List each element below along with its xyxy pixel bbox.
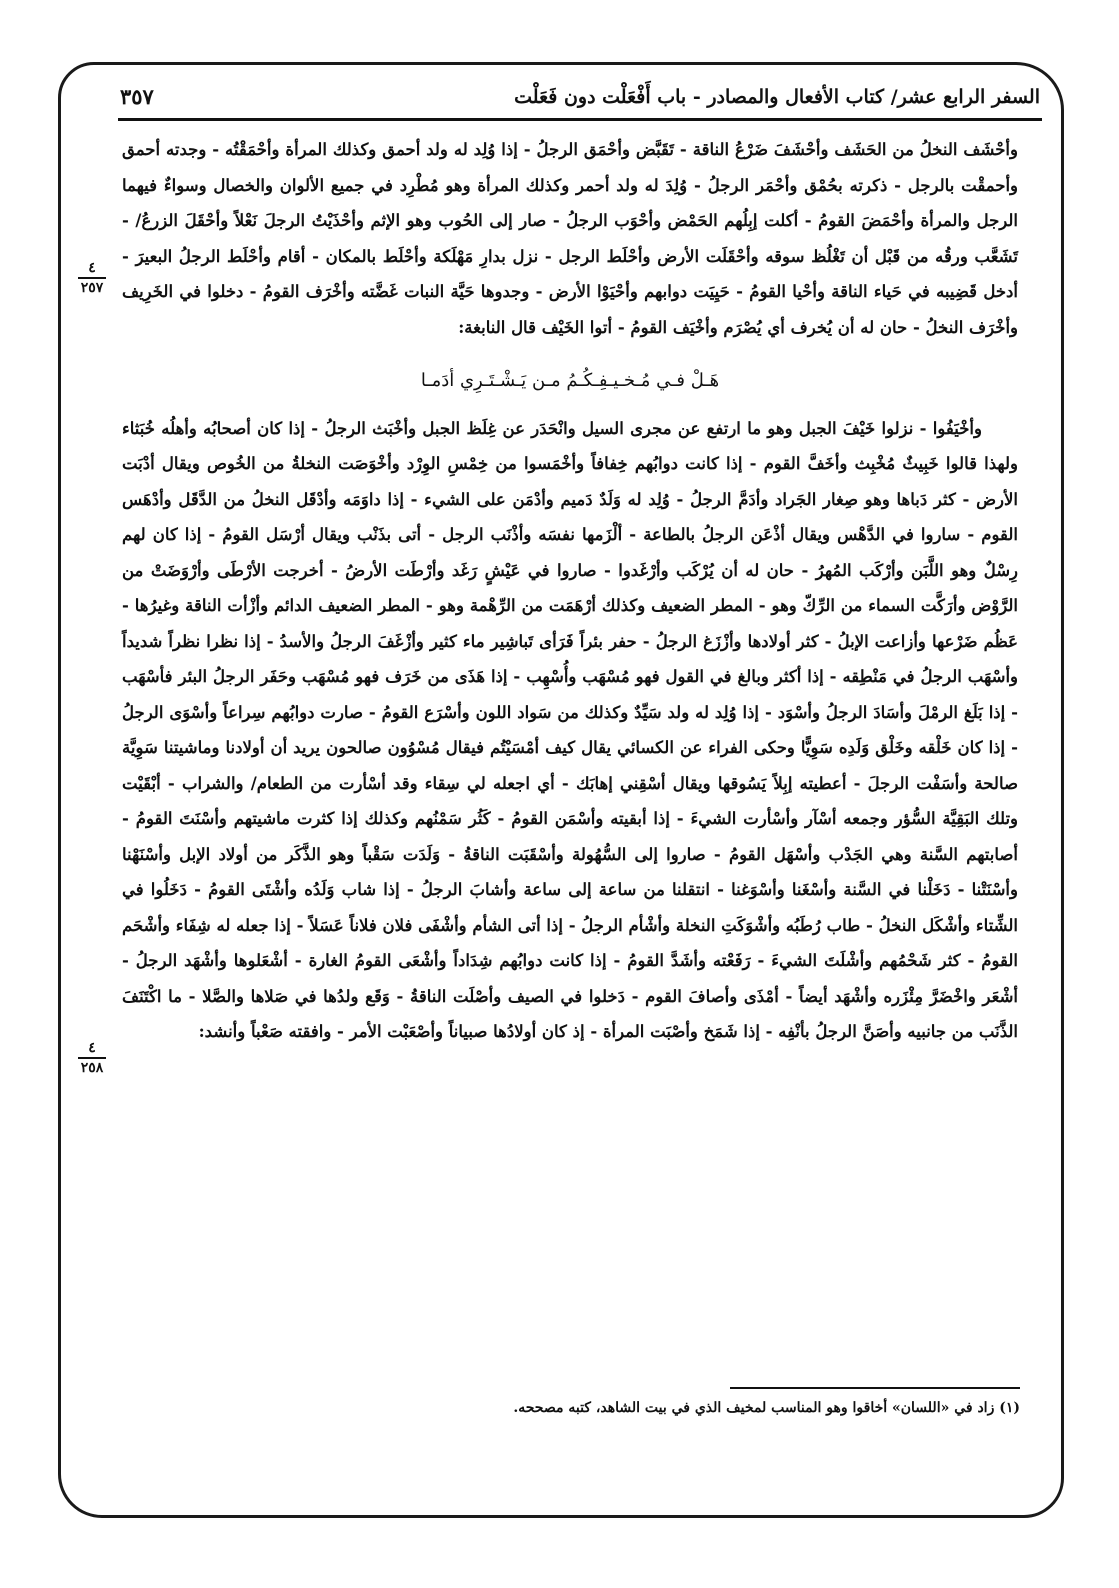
marker-volume: ٤: [88, 260, 96, 276]
page-number: ٣٥٧: [120, 84, 154, 109]
running-title: السفر الرابع عشر/ كتاب الأفعال والمصادر - باب أَفْعَلْت دون فَعَلْت: [514, 86, 1040, 108]
marker-page: ٢٥٨: [80, 1060, 104, 1076]
page-header: [120, 78, 1040, 118]
footnote-rule: [730, 1387, 1020, 1389]
margin-volume-marker: [74, 260, 110, 296]
marker-fraction-bar: [78, 277, 106, 279]
header-rule: [118, 118, 1042, 121]
marker-page: ٢٥٧: [80, 280, 104, 296]
main-text: [122, 132, 1018, 1050]
poem-verse: هَـلْ فـي مُـخـيـفِـكُـمُ مـن يَـشْـتَـرِي أدَمـا: [420, 370, 720, 391]
paragraph: وأحْشَف النخلُ من الحَشَف وأحْشَفَ ضَرْعُ الناقة - تَقَبَّض وأحْمَق الرجلُ - إذا وُلِد له ولد أحمق وكذلك المرأة وأحْمَقْتُه - وجدته أحمق وأحمقْت بالرجل - ذكرته بحُمْق وأحْمَر الرجلُ - وُلِدَ له ولد أحمر وكذلك المرأة وهو مُطْرِد في جميع الألوان والخصال وسواءٌ فيهما الرجل والمرأة وأحْمَضَ القومُ - أكلت إبِلُهم الحَمْض وأحْوَب الرجلُ - صار إلى الحُوب وهو الإثم وأحْذَيْتُ الرجلَ نَعْلاً وأحْقَلَ الزرعُ/ - تَشَعَّب ورقُه من قَبْل أن تَغْلُظ سوقه وأحْقَلَت الأرض وأحْلَط الرجل - نزل بدارِ مَهْلَكة وأحْلَط بالمكان - أقام وأحْلَط الرجلُ البعيرَ - أدخل قَضِيبه في حَياء الناقة وأحْيا القومُ - حَيِيَت دوابهم وأحْيَوْا الأرض - وجدوها حَيَّة النبات غَضَّته وأخْرَف القومُ - دخلوا في الخَرِيف وأخْرَف النخلُ - حان له أن يُخرف أي يُصْرَم وأخْيَف القومُ - أتوا الخَيْف قال النابغة:: [122, 140, 1018, 337]
footnote: (١) زاد في «اللسان» أخاقوا وهو المناسب لمخيف الذي في بيت الشاهد، كتبه مصححه.: [513, 1400, 1020, 1416]
margin-volume-marker: [74, 1040, 110, 1076]
marker-volume: ٤: [88, 1040, 96, 1056]
paragraph: وأخْيَفُوا - نزلوا خَيْفَ الجبل وهو ما ارتفع عن مجرى السيل وانْحَدَر عن غِلَظ الجبل وأخْبَث الرجلُ - إذا كان أصحابُه وأهلُه خُبَثاء ولهذا قالوا خَبِيثٌ مُخْبِث وأخَفَّ القوم - إذا كانت دوابُهم خِفافاً وأخْمَسوا من خِمْسِ الوِرْد وأخْوَصَت النخلةُ من الخُوص ويقال أدْبَت الأرض - كثر دَباها وهو صِغار الجَراد وأدَمَّ الرجلُ - وُلِد له وَلَدٌ دَميم وأدْمَن على الشيء - إذا داوَمَه وأدْقَل النخلُ من الدَّقَل وأدْهَس القوم - ساروا في الدَّهْس ويقال أذْعَن الرجلُ بالطاعة - ألْزَمها نفسَه وأذْنَب الرجل - أتى بذَنْب ويقال أرْسَل القومُ - إذا كان لهم رِسْلٌ وهو اللَّبَن وأرْكَب المُهرُ - حان له أن يُرْكَب وأرْغَدوا - صاروا في عَيْشٍ رَغَد وأرْطَت الأرضُ - أخرجت الأرْطَى وأرْوَضَتْ من الرَّوْض وأرَكَّت السماء من الرِّكّ وهو - المطر الضعيف وكذلك أرْهَمَت من الرِّهْمة وهو - المطر الضعيف الدائم وأزْأت الناقة وغيرُها - عَظُم ضَرْعها وأزاعت الإبلُ - كثر أولادها وأزْزَغ الرجلُ - حفر بئراً فَرَأى تَباشِير ماء كثير وأزْغَفَ الرجلُ والأسدُ - إذا نظرا نظراً شديداً وأسْهَب الرجلُ في مَنْطِقه - إذا أكثر وبالغ في القول فهو مُسْهَب وأُسْهِب - إذا هَذَى من خَرَف فهو مُسْهَب وحَفَر الرجلُ البئر فأسْهَب - إذا بَلَغ الرمْلَ وأسَادَ الرجلُ وأسْوَد - إذا وُلِد له ولد سَيِّدٌ وكذلك من سَواد اللون وأسْرَع القومُ - صارت دوابُهم سِراعاً وأسْوَى الرجلُ - إذا كان خَلْقه وخَلْق وَلَدِه سَوِيًّا وحكى الفراء عن الكسائي يقال كيف أمْسَيْتُم فيقال مُسْوُون صالحون يريد أن أولادنا وماشيتنا سَوِيَّة صالحة وأسَفْت الرجلَ - أعطيته إبِلاً يَسُوقها ويقال أسْقِني إهابَك - أي اجعله لي سِقاء وقد أسْأرت من الطعام/ والشراب - أبْقَيْت وتلك البَقِيَّة السُّؤر وجمعه أسْآر وأسْأرت الشيءَ - إذا أبقيته وأسْمَن القومُ - كَثُر سَمْنُهم وكذلك إذا كثرت ماشيتهم وأسْنَتَ القومُ - أصابتهم السَّنة وهي الجَدْب وأسْهَل القومُ - صاروا إلى السُّهُولة وأسْقَبَت الناقةُ - وَلَدَت سَقْباً وهو الذَّكَر من أولاد الإبل وأسْنَهْنا وأسْنَتْنا - دَخَلْنا في السَّنة وأسْغَنا وأسْوَغنا - انتقلنا من ساعة إلى ساعة وأشابَ الرجلُ - إذا شاب وَلَدُه وأشْتَى القومُ - دَخَلُوا في الشِّتاء وأشْكَل النخلُ - طاب رُطَبُه وأشْوَكَتِ النخلة وأشْأم الرجلُ - إذا أتى الشأم وأشْفَى فلان فلاناً عَسَلاً - إذا جعله له شِفَاء وأشْحَم القومُ - كثر شَحْمُهم وأشْلَتَ الشيءَ - رَفَعْته وأشَدَّ القومُ - إذا كانت دوابُهم شِدَاداً وأشْعَى القومُ الغارة - أشْعَلوها وأشْهَد الرجلُ - أشْعَر واخْضَرَّ مِئْزَره وأشْهَد أيضاً - أمْذَى وأصافَ القوم - دَخلوا في الصيف وأصْلَت الناقةُ - وَقَع ولدُها في صَلاها والصَّلا - ما اكْتَنَفَ الذَّنَب من جانبيه وأصَنَّ الرجلُ بأنْفِه - إذا شَمَخ وأصْبَت المرأة - إذ كان أولادُها صبياناً وأصْعَبْت الأمر - وافقته صَعْباً وأنشد:: [122, 418, 1018, 1041]
marker-fraction-bar: [78, 1057, 106, 1059]
